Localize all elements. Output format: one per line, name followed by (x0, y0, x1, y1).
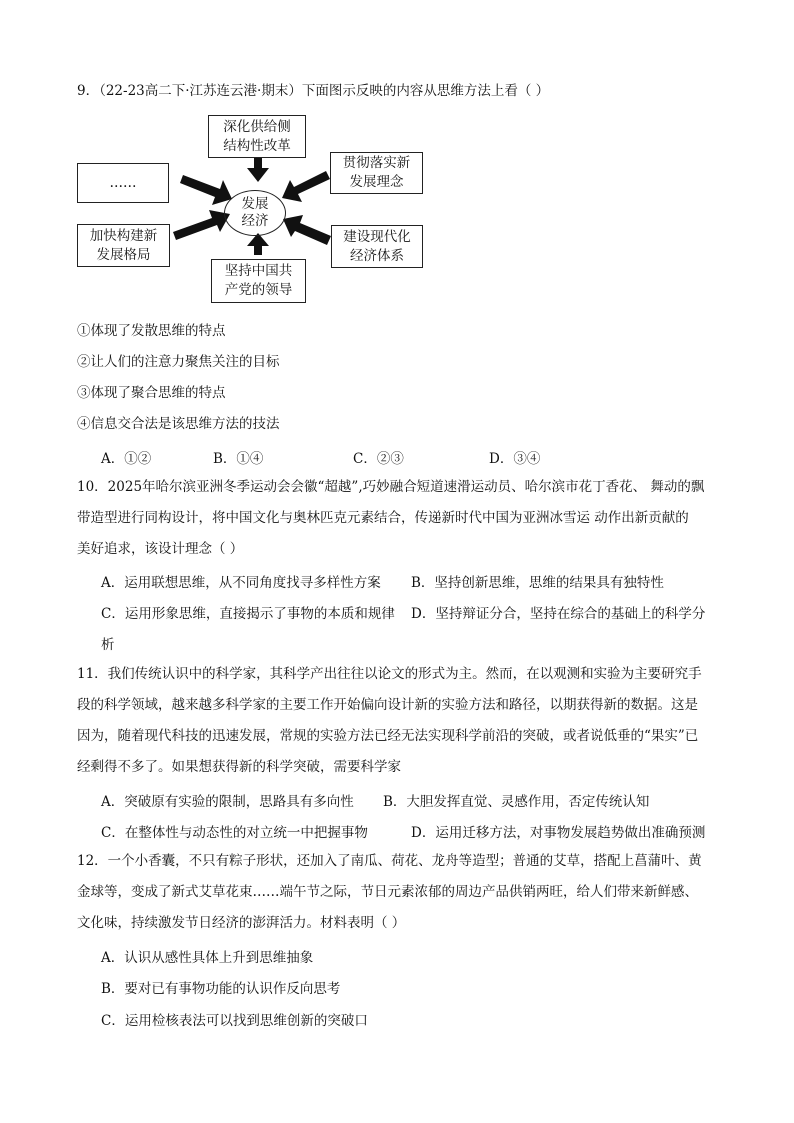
question-9-stem: 9．（22-23高二下·江苏连云港·期末）下面图示反映的内容从思维方法上看（ ） (77, 83, 550, 99)
q9-option-a[interactable]: A．①② (101, 451, 152, 467)
arrow-upper-right (282, 171, 330, 202)
q10-option-c[interactable]: C．运用形象思维，直接揭示了事物的本质和规律 (101, 606, 395, 622)
q9-option-c[interactable]: C．②③ (353, 451, 404, 467)
q10-stem-line-1: 10．2025年哈尔滨亚洲冬季运动会会徽“超越”,巧妙融合短道速滑运动员、哈尔滨市花丁香花、 舞动的飘 (77, 479, 705, 495)
box-text: 发展理念 (349, 174, 404, 190)
box-text: 加快构建新 (89, 227, 158, 244)
box-modern-economic-system (331, 225, 423, 268)
q12-option-c[interactable]: C．运用检核表法可以找到思维创新的突破口 (101, 1013, 368, 1029)
arrow-lower-right (283, 215, 331, 245)
box-new-development-concept (330, 152, 423, 194)
q11-stem-line-3: 因为，随着现代科技的迅速发展，常规的实验方法已经无法实现科学前沿的突破，或者说低垂的“果实”已 (77, 728, 699, 744)
q11-stem-line-4: 经剩得不多了。如果想获得新的科学突破，需要科学家 (77, 759, 401, 775)
box-text: …… (109, 174, 137, 191)
box-party-leadership (211, 259, 306, 303)
q9-statement-1: ①体现了发散思维的特点 (77, 323, 226, 339)
q12-option-a[interactable]: A．认识从感性具体上升到思维抽象 (101, 950, 314, 966)
arrow-bottom (247, 233, 269, 255)
arrow-lower-left (173, 210, 230, 240)
box-ellipsis (77, 163, 169, 203)
q10-stem-line-3: 美好追求，该设计理念（ ） (77, 541, 244, 557)
q10-option-d-continued: 析 (101, 637, 115, 653)
q10-option-b[interactable]: B．坚持创新思维，思维的结果具有独特性 (411, 575, 664, 591)
q10-option-a[interactable]: A．运用联想思维，从不同角度找寻多样性方案 (101, 575, 381, 591)
box-text: 经济体系 (350, 247, 404, 264)
arrow-top (247, 158, 269, 182)
box-text: 结构性改革 (223, 137, 291, 154)
q10-stem-line-2: 带造型进行同构设计，将中国文化与奥林匹克元素结合，传递新时代中国为亚洲冰雪运 动作出新贡献的 (77, 510, 689, 526)
q12-option-b[interactable]: B．要对已有事物功能的认识作反向思考 (101, 981, 341, 997)
q11-stem-line-2: 段的科学领域，越来越多科学家的主要工作开始偏向设计新的实验方法和路径，以期获得新的数据。这是 (77, 697, 698, 713)
box-text: 坚持中国共 (224, 263, 293, 279)
q11-option-b[interactable]: B．大胆发挥直觉、灵感作用，否定传统认知 (383, 794, 650, 810)
circle-text: 发展 (241, 196, 269, 212)
q11-stem-line-1: 11．我们传统认识中的科学家，其科学产出往往以论文的形式为主。然而，在以观测和实验为主要研究手 (77, 666, 702, 682)
q12-stem-line-1: 12．一个小香囊，不只有粽子形状，还加入了南瓜、荷花、龙舟等造型；普通的艾草，搭配上菖蒲叶、黄 (77, 853, 702, 869)
q9-statement-3: ③体现了聚合思维的特点 (77, 385, 226, 401)
q9-option-b[interactable]: B．①④ (213, 451, 264, 467)
box-text: 产党的领导 (224, 282, 293, 298)
q9-statement-2: ②让人们的注意力聚焦关注的目标 (77, 354, 280, 370)
center-circle-develop-economy (224, 190, 286, 236)
box-text: 建设现代化 (343, 228, 411, 245)
q12-stem-line-3: 文化味，持续激发节日经济的澎湃活力。材料表明（ ） (77, 915, 406, 931)
box-text: 发展格局 (96, 246, 151, 263)
box-supply-side-reform (208, 115, 306, 158)
q11-option-a[interactable]: A．突破原有实验的限制，思路具有多向性 (101, 794, 354, 810)
box-text: 贯彻落实新 (342, 155, 411, 171)
q9-statement-4: ④信息交合法是该思维方法的技法 (77, 416, 280, 432)
circle-text: 经济 (241, 213, 269, 229)
q10-option-d[interactable]: D．坚持辩证分合，坚持在综合的基础上的科学分 (411, 606, 706, 622)
box-new-development-pattern (77, 224, 170, 267)
arrow-upper-left (180, 175, 232, 205)
q11-option-c[interactable]: C．在整体性与动态性的对立统一中把握事物 (101, 825, 368, 841)
q9-option-d[interactable]: D．③④ (489, 451, 541, 467)
box-text: 深化供给侧 (223, 118, 291, 135)
q12-stem-line-2: 金球等，变成了新式艾草花束……端午节之际，节日元素浓郁的周边产品供销两旺，给人们带来新鲜感、 (77, 884, 698, 900)
q11-option-d[interactable]: D．运用迁移方法，对事物发展趋势做出准确预测 (411, 825, 706, 841)
